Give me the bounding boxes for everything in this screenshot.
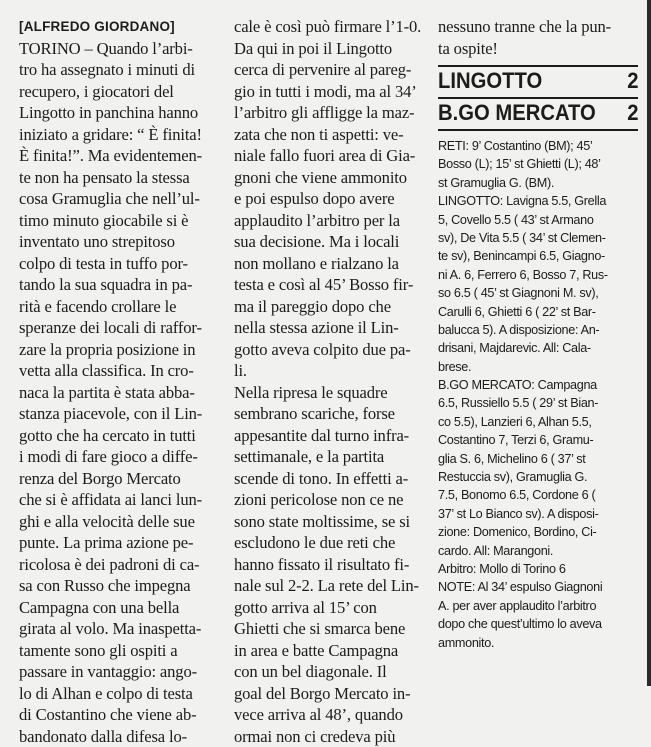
text-line: non mollano e rialzano la [234,253,428,275]
text-line: lo di Alhan e colpo di testa [19,683,228,705]
text-line: gotto aveva colpito due pa- [234,339,428,361]
text-line: co 5.5), Lanzieri 6, Alhan 5.5, [438,413,632,431]
text-line: escludono le due reti che [234,532,428,554]
text-line: cosa Gramuglia che nell’ul- [19,188,228,210]
text-line: RETI: 9’ Costantino (BM); 45’ [438,137,632,155]
text-line: ammonito. [438,634,632,652]
text-line: Campagna con una bella [19,597,228,619]
article-column-1 [19,16,228,747]
text-line: settimanale, e la partita [234,446,428,468]
column-1-text [19,38,228,747]
home-team-goals: 2 [627,67,638,95]
text-line: niale fallo fuori area di Gia- [234,145,428,167]
text-line: li. [234,360,428,382]
text-line: punte. La prima azione pe- [19,532,228,554]
text-line: speranze dei locali di raffor- [19,317,228,339]
text-line: con un bel diagonale. Il [234,661,428,683]
text-line: applaudito l’arbitro per la [234,210,428,232]
text-line: di Costantino che viene ab- [19,704,228,726]
text-line: te sv), Benincampi 6.5, Giagno- [438,247,632,265]
text-line: in area e batte Campagna [234,640,428,662]
text-line: Costantino 7, Terzi 6, Gramu- [438,431,632,449]
text-line: vetta alla classifica. In cro- [19,360,228,382]
text-line: zata che non ti aspetti: ve- [234,124,428,146]
text-line: testa e così al 45’ Bosso fir- [234,274,428,296]
text-line: ormai non ci credeva più [234,726,428,747]
text-line: Arbitro: Mollo di Torino 6 [438,560,632,578]
text-line: iniziato a gridare: “ È finita! [19,124,228,146]
text-line: nale sul 2-2. La rete del Lin- [234,575,428,597]
away-team-name: B.GO MERCATO [438,99,596,127]
article-column-2 [234,16,428,747]
text-line: gotto che ha cercato in tutti [19,425,228,447]
text-line: Carulli 6, Ghietti 6 ( 22’ st Bar- [438,303,632,321]
text-line: ghi e alla velocità delle sue [19,511,228,533]
text-line: TORINO – Quando l’arbi- [19,38,228,60]
away-team-goals: 2 [627,99,638,127]
text-line: passare in vantaggio: ango- [19,661,228,683]
text-line: st Gramuglia G. (BM). [438,174,632,192]
text-line: te non ha pensato la stessa [19,167,228,189]
text-line: drisani, Majdarevic. All: Cala- [438,339,632,357]
text-line: NOTE: Al 34’ espulso Giagnoni [438,578,632,596]
text-line: colpo di testa in tuffo por- [19,253,228,275]
score-row-away [438,99,639,129]
text-line: Restuccia sv), Gramuglia G. [438,468,632,486]
text-line: gio in tutti i modi, ma al 34’ [234,81,428,103]
text-line: glia S. 6, Michelino 6 ( 37’ st [438,450,632,468]
author-byline: [ALFREDO GIORDANO] [19,16,228,38]
text-line: timo minuto giocabile si è [19,210,228,232]
text-line: goal del Borgo Mercato in- [234,683,428,705]
text-line: dopo che quest’ultimo lo aveva [438,615,632,633]
text-line: balucca 5). A disposizione: An- [438,321,632,339]
text-line: girata al volo. Ma inaspetta- [19,618,228,640]
text-line: naca la partita è stata abba- [19,382,228,404]
text-line: LINGOTTO: Lavigna 5.5, Grella [438,192,632,210]
text-line: e poi espulso dopo avere [234,188,428,210]
text-line: gnoni che viene ammonito [234,167,428,189]
text-line: sembrano scariche, forse [234,403,428,425]
text-line: ma il pareggio dopo che [234,296,428,318]
text-line: renza del Borgo Mercato [19,468,228,490]
text-line: B.GO MERCATO: Campagna [438,376,632,394]
column-2-text [234,16,428,747]
text-line: sa con Russo che impegna [19,575,228,597]
home-team-name: LINGOTTO [438,67,542,95]
text-line: Ghietti che si smarca bene [234,618,428,640]
text-line: scende di tono. In effetti a- [234,468,428,490]
text-line: l’arbitro gli affligge la maz- [234,102,428,124]
text-line: 5, Covello 5.5 ( 43’ st Armano [438,211,632,229]
text-line: 6.5, Russiello 5.5 ( 29’ st Bian- [438,394,632,412]
text-line: so 6.5 ( 45’ st Giagnoni M. sv), [438,284,632,302]
text-line: i modi di fare gioco a diffe- [19,446,228,468]
text-line: stanza piacevole, con il Lin- [19,403,228,425]
text-line: nella stessa azione il Lin- [234,317,428,339]
text-line: Da qui in poi il Lingotto [234,38,428,60]
text-line: zione: Domenico, Bordino, Ci- [438,523,632,541]
text-line: tro ha assegnato i minuti di [19,59,228,81]
text-line: zare la propria posizione in [19,339,228,361]
text-line: brese. [438,358,632,376]
text-line: hanno fissato il risultato fi- [234,554,428,576]
text-line: nessuno tranne che la pun- [438,16,640,38]
text-line: che si è affidata ai lanci lun- [19,489,228,511]
text-line: ni A. 6, Ferrero 6, Bosso 7, Rus- [438,266,632,284]
text-line: bandonato dalla difesa lo- [19,726,228,747]
score-row-home [438,67,639,97]
text-line: A. per aver applaudito l’arbitro [438,597,632,615]
text-line: cardo. All: Marangoni. [438,542,632,560]
text-line: tamente sono gli ospiti a [19,640,228,662]
text-line: ricolosa è dei padroni di ca- [19,554,228,576]
text-line: Bosso (L); 15’ st Ghietti (L); 48’ [438,155,632,173]
column-3-intro-text [438,16,640,59]
text-line: recupero, i giocatori del [19,81,228,103]
text-line: ta ospite! [438,38,640,60]
text-line: gotto arriva al 15’ con [234,597,428,619]
text-line: È finita!”. Ma evidentemen- [19,145,228,167]
text-line: 7.5, Bonomo 6.5, Cordone 6 ( [438,486,632,504]
text-line: rità e facendo crollare le [19,296,228,318]
text-line: Lingotto in panchina hanno [19,102,228,124]
text-line: zioni pericolose non ce ne [234,489,428,511]
text-line: vece arriva al 48’, quando [234,704,428,726]
match-details-text [438,137,640,652]
article-column-3 [438,16,640,652]
text-line: sv), De Vita 5.5 ( 34’ st Clemen- [438,229,632,247]
text-line: tando la sua squadra in pa- [19,274,228,296]
text-line: cale è così può firmare l’1-0. [234,16,428,38]
text-line: appesantite dal turno infra- [234,425,428,447]
text-line: 37’ st Lo Bianco sv). A disposi- [438,505,632,523]
text-line: cerca di pervenire al pareg- [234,59,428,81]
page-edge-shadow [647,0,651,686]
text-line: sua decisione. Ma i locali [234,231,428,253]
text-line: sono state moltissime, se si [234,511,428,533]
text-line: Nella ripresa le squadre [234,382,428,404]
text-line: inventato uno strepitoso [19,231,228,253]
